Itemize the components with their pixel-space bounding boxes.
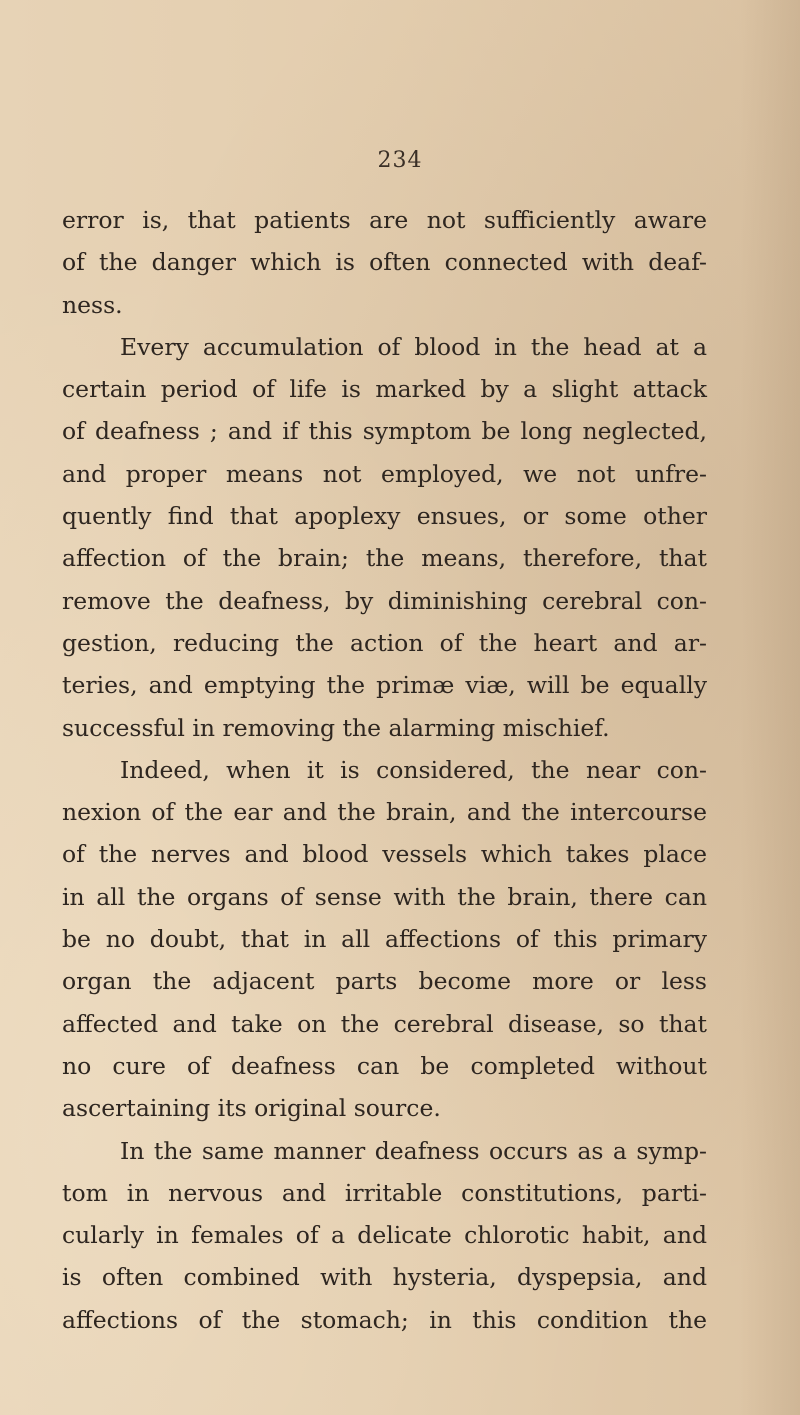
paragraph-1 xyxy=(62,199,707,326)
page-edge-shadow xyxy=(740,0,800,1415)
text-line: affection of the brain; the means, therefore, that xyxy=(62,544,707,573)
text-line: Indeed, when it is considered, the near con- xyxy=(120,755,707,784)
text-line: error is, that patients are not sufficiently aware xyxy=(62,206,707,234)
text-line: remove the deafness, by diminishing cerebral con- xyxy=(62,586,707,615)
text-line: of the danger which is often connected with deaf- xyxy=(62,248,707,277)
text-line: is often combined with hysteria, dyspepsia, and xyxy=(62,1263,707,1292)
body-text xyxy=(62,199,707,1341)
text-line: of the nerves and blood vessels which takes place xyxy=(62,840,707,869)
text-line: be no doubt, that in all affections of this primary xyxy=(62,925,707,954)
paragraph-2 xyxy=(62,326,707,749)
text-line: and proper means not employed, we not unfre- xyxy=(62,459,707,488)
paragraph-4 xyxy=(62,1130,707,1341)
text-line: In the same manner deafness occurs as a symp- xyxy=(120,1136,707,1165)
text-line: Every accumulation of blood in the head at a xyxy=(120,332,707,361)
text-line: organ the adjacent parts become more or less xyxy=(62,967,707,996)
text-line: ascertaining its original source. xyxy=(62,1094,441,1123)
text-line: certain period of life is marked by a slight attack xyxy=(62,375,707,404)
text-line: no cure of deafness can be completed without xyxy=(62,1051,707,1080)
text-line: in all the organs of sense with the brain, there can xyxy=(62,882,707,911)
text-line: quently find that apoplexy ensues, or some other xyxy=(62,502,707,531)
text-line: affections of the stomach; in this condition the xyxy=(62,1305,707,1334)
text-line: ness. xyxy=(62,290,123,319)
text-line: teries, and emptying the primæ viæ, will be equally xyxy=(62,671,707,700)
text-line: of deafness ; and if this symptom be long neglected, xyxy=(62,417,707,446)
paragraph-3 xyxy=(62,749,707,1130)
text-line: gestion, reducing the action of the heart and ar- xyxy=(62,628,707,657)
text-line: nexion of the ear and the brain, and the intercourse xyxy=(62,798,707,827)
text-line: tom in nervous and irritable constitutions, parti- xyxy=(62,1178,707,1207)
text-line: affected and take on the cerebral disease, so that xyxy=(62,1009,707,1038)
text-line: successful in removing the alarming mischief. xyxy=(62,713,610,742)
text-line: cularly in females of a delicate chlorotic habit, and xyxy=(62,1221,707,1250)
page-number: 234 xyxy=(377,148,423,173)
